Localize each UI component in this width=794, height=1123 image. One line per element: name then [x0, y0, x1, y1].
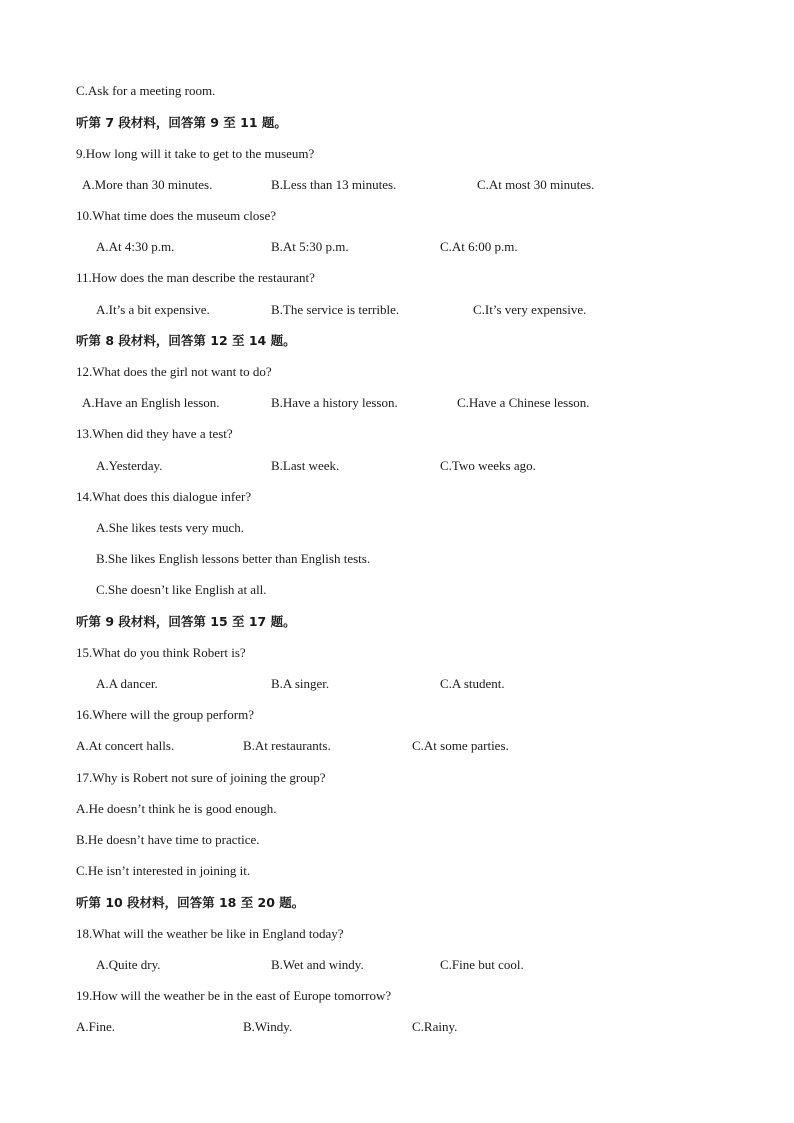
q17-option-c: C.He isn’t interested in joining it. — [76, 863, 251, 878]
q13-option-b: B.Last week. — [271, 458, 340, 473]
q9-option-a: A.More than 30 minutes. — [82, 177, 213, 192]
q14-option-c: C.She doesn’t like English at all. — [96, 582, 267, 597]
q14-option-b: B.She likes English lessons better than English tests. — [96, 551, 371, 566]
q15-option-b: B.A singer. — [271, 676, 330, 691]
q18-option-b: B.Wet and windy. — [271, 957, 364, 972]
q13-option-c: C.Two weeks ago. — [440, 458, 536, 473]
q12-option-b: B.Have a history lesson. — [271, 395, 398, 410]
q18-stem: 18.What will the weather be like in England today? — [76, 926, 344, 941]
q11-option-c: C.It’s very expensive. — [473, 302, 587, 317]
q10-stem: 10.What time does the museum close? — [76, 208, 277, 223]
q12-option-c: C.Have a Chinese lesson. — [457, 395, 590, 410]
q15-option-c: C.A student. — [440, 676, 505, 691]
q13-stem: 13.When did they have a test? — [76, 426, 233, 441]
q12-stem: 12.What does the girl not want to do? — [76, 364, 272, 379]
q10-option-a: A.At 4:30 p.m. — [96, 239, 175, 254]
q8-option-c: C.Ask for a meeting room. — [76, 83, 216, 98]
q17-option-a: A.He doesn’t think he is good enough. — [76, 801, 277, 816]
q9-stem: 9.How long will it take to get to the museum? — [76, 146, 315, 161]
section-9-heading: 听第 9 段材料，回答第 15 至 17 题。 — [76, 614, 296, 629]
q10-option-c: C.At 6:00 p.m. — [440, 239, 518, 254]
q15-stem: 15.What do you think Robert is? — [76, 645, 246, 660]
q9-option-c: C.At most 30 minutes. — [477, 177, 595, 192]
section-8-heading: 听第 8 段材料，回答第 12 至 14 题。 — [76, 333, 296, 348]
q16-option-a: A.At concert halls. — [76, 738, 175, 753]
q18-option-a: A.Quite dry. — [96, 957, 161, 972]
q14-stem: 14.What does this dialogue infer? — [76, 489, 252, 504]
q16-option-b: B.At restaurants. — [243, 738, 331, 753]
q19-option-b: B.Windy. — [243, 1019, 293, 1034]
q15-option-a: A.A dancer. — [96, 676, 158, 691]
section-7-heading: 听第 7 段材料，回答第 9 至 11 题。 — [76, 115, 287, 130]
q16-stem: 16.Where will the group perform? — [76, 707, 254, 722]
section-10-heading: 听第 10 段材料，回答第 18 至 20 题。 — [76, 895, 305, 910]
q11-option-a: A.It’s a bit expensive. — [96, 302, 210, 317]
q19-option-a: A.Fine. — [76, 1019, 115, 1034]
q17-option-b: B.He doesn’t have time to practice. — [76, 832, 260, 847]
q10-option-b: B.At 5:30 p.m. — [271, 239, 349, 254]
q9-option-b: B.Less than 13 minutes. — [271, 177, 397, 192]
q14-option-a: A.She likes tests very much. — [96, 520, 245, 535]
q12-option-a: A.Have an English lesson. — [82, 395, 220, 410]
q11-option-b: B.The service is terrible. — [271, 302, 400, 317]
q13-option-a: A.Yesterday. — [96, 458, 163, 473]
q17-stem: 17.Why is Robert not sure of joining the group? — [76, 770, 326, 785]
q19-stem: 19.How will the weather be in the east of Europe tomorrow? — [76, 988, 392, 1003]
q19-option-c: C.Rainy. — [412, 1019, 458, 1034]
q11-stem: 11.How does the man describe the restaurant? — [76, 270, 315, 285]
q18-option-c: C.Fine but cool. — [440, 957, 524, 972]
q16-option-c: C.At some parties. — [412, 738, 509, 753]
